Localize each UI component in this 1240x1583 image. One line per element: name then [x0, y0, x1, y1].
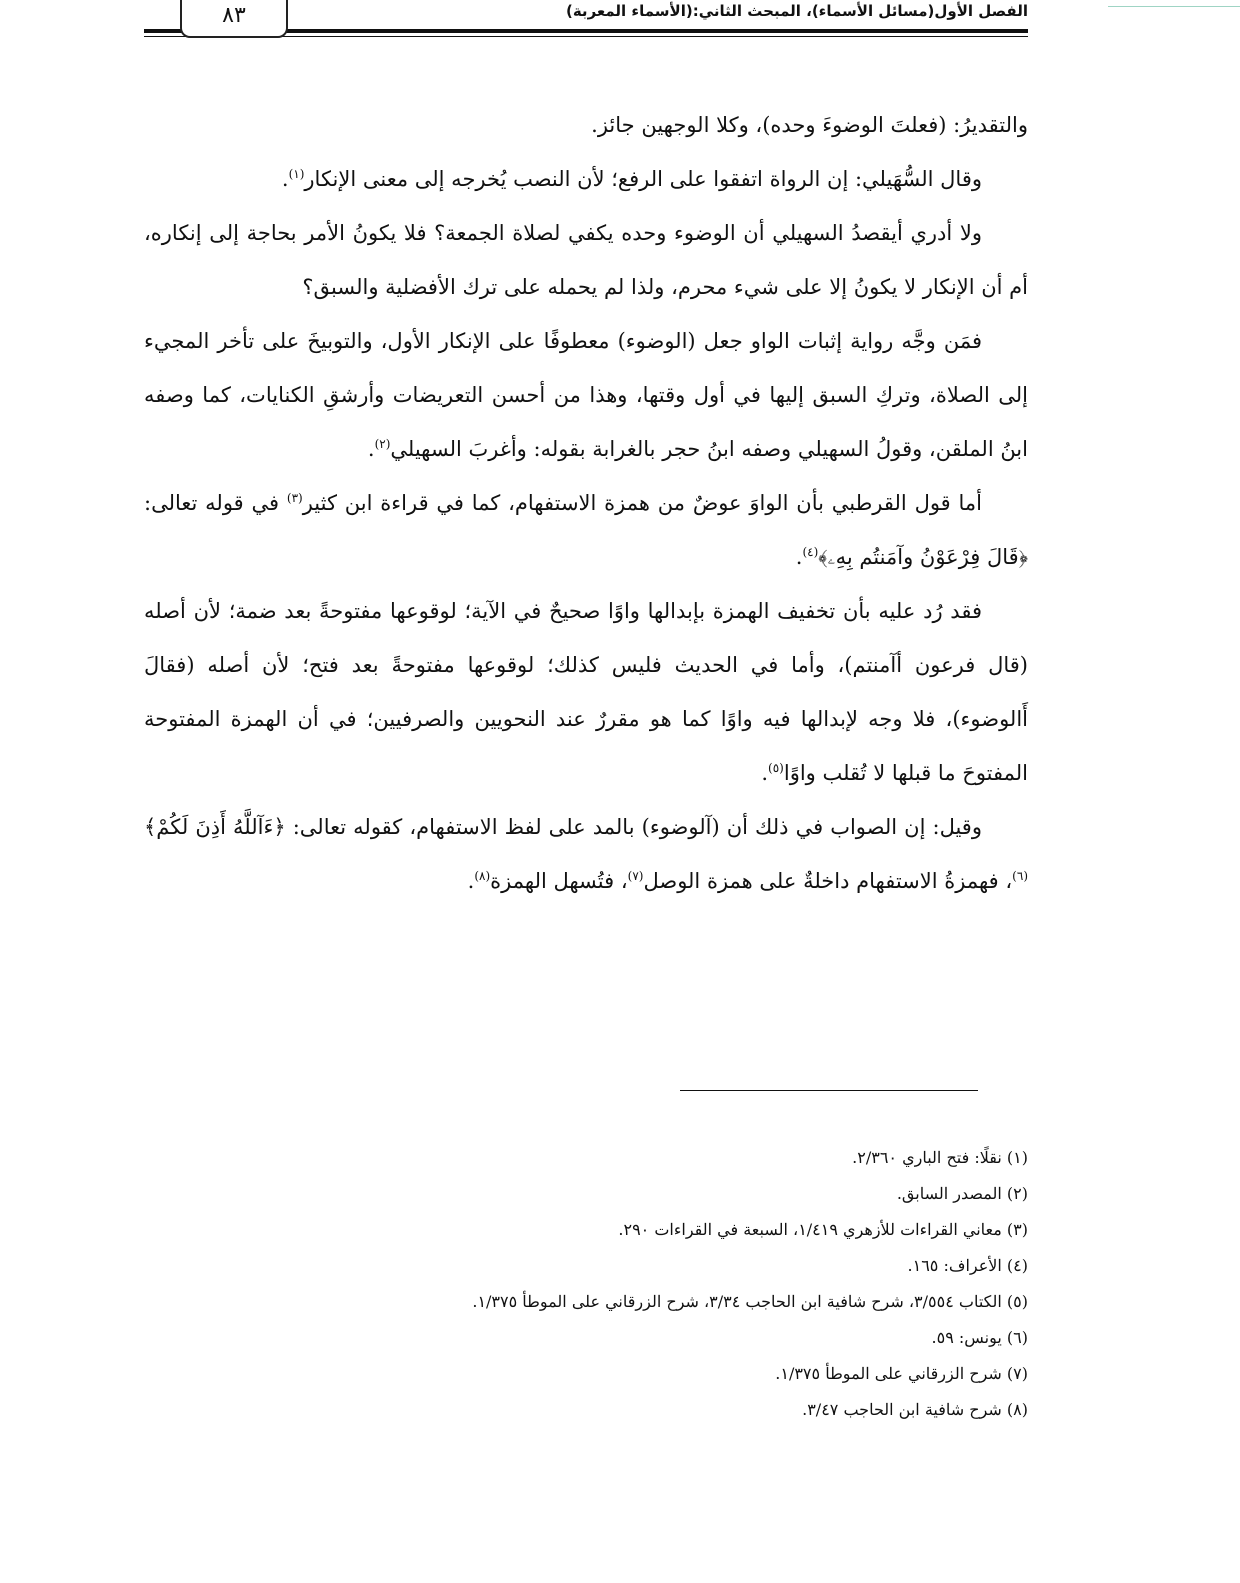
main-text	[144, 98, 1028, 908]
footnote-ref[interactable]: (٥)	[768, 761, 784, 775]
footnote-separator	[680, 1090, 978, 1091]
quran-verse: ﴿قَالَ فِرْعَوْنُ وآمَنتُم بِهِۦ﴾	[818, 545, 1028, 569]
footnote-ref[interactable]: (٧)	[627, 869, 644, 883]
corner-mark	[1108, 0, 1240, 7]
paragraph-2: وقال السُّهَيلي: إن الرواة اتفقوا على الرفع؛ لأن النصب يُخرجه إلى معنى الإنكار$^{(١)}$.	[281, 167, 982, 191]
paragraph-6: فقد رُد عليه بأن تخفيف الهمزة بإبدالها واوًا صحيحٌ في الآية؛ لوقوعها مفتوحةً بعد ضمة؛ لأن أصله (قال فرعون أآمنتم)، وأما في الحديث فليس كذلك؛ لوقوعها مفتوحةً بعد فتح؛ لأن أصله (فقالَ أَالوضوء)، فلا وجه لإبدالها فيه واوًا كما هو مقررٌ عند النحويين والصرفيين؛ في أن الهمزة المفتوحة المفتوحَ ما قبلها لا تُقلب واوًا$^{(٥)}$.	[144, 599, 1028, 785]
footnote-4: (٤) الأعراف: ١٦٥.	[907, 1256, 1028, 1275]
footnote-ref[interactable]: (٦)	[1012, 869, 1028, 883]
quran-verse: ﴿ءَآللَّهُ أَذِنَ لَكُمْ﴾	[144, 815, 286, 839]
header-title	[566, 2, 1028, 20]
page-number: ٨٣	[180, 0, 288, 38]
footnote-ref[interactable]: (٢)	[374, 437, 391, 451]
paragraph-7: وقيل: إن الصواب في ذلك أن (آلوضوء) بالمد على لفظ الاستفهام، كقوله تعالى: ﴿ءَآللَّهُ أَذِنَ لَكُمْ﴾$^{(٦)}$، فهمزةُ الاستفهام داخلةٌ على همزة الوصل$^{(٧)}$، فتُسهل الهمزة$^{(٨)}$.	[144, 815, 1028, 893]
paragraph-3: ولا أدري أيقصدُ السهيلي أن الوضوء وحده يكفي لصلاة الجمعة؟ فلا يكونُ الأمر بحاجة إلى إنكاره، أم أن الإنكار لا يكونُ إلا على شيء محرم، ولذا لم يحمله على ترك الأفضلية والسبق؟	[144, 221, 1028, 299]
footnotes	[144, 1140, 1028, 1428]
paragraph-5: أما قول القرطبي بأن الواوَ عوضٌ من همزة الاستفهام، كما في قراءة ابن كثير$^{(٣)}$ في قوله تعالى:﴿قَالَ فِرْعَوْنُ وآمَنتُم بِهِۦ﴾$^{(٤)}$.	[144, 491, 1028, 569]
footnote-ref[interactable]: (٨)	[474, 869, 491, 883]
paragraph-4: فمَن وجَّه رواية إثبات الواو جعل (الوضوء) معطوفًا على الإنكار الأول، والتوبيخَ على تأخر المجيء إلى الصلاة، وتركِ السبق إليها في أول وقتها، وهذا من أحسن التعريضات وأرشقِ الكنايات، كما وصفه ابنُ الملقن، وقولُ السهيلي وصفه ابنُ حجر بالغرابة بقوله: وأغربَ السهيلي$^{(٢)}$.	[144, 329, 1028, 461]
footnote-ref[interactable]: (٣)	[286, 491, 303, 505]
footnote-3: (٣) معاني القراءات للأزهري ١/٤١٩، السبعة في القراءات ٢٩٠.	[618, 1220, 1028, 1239]
running-header	[144, 0, 1028, 44]
footnote-8: (٨) شرح شافية ابن الحاجب ٣/٤٧.	[802, 1400, 1028, 1419]
footnote-7: (٧) شرح الزرقاني على الموطأ ١/٣٧٥.	[775, 1364, 1028, 1383]
header-section: (مسائل الأسماء)، المبحث الثاني:(الأسماء المعربة)	[565, 2, 935, 20]
footnote-ref[interactable]: (٤)	[802, 545, 819, 559]
footnote-ref[interactable]: (١)	[288, 167, 305, 181]
paragraph-1: والتقديرُ: (فعلتَ الوضوءَ وحده)، وكلا الوجهين جائز.	[591, 113, 1028, 137]
footnote-6: (٦) يونس: ٥٩.	[931, 1328, 1028, 1347]
footnote-5: (٥) الكتاب ٣/٥٥٤، شرح شافية ابن الحاجب ٣/٣٤، شرح الزرقاني على الموطأ ١/٣٧٥.	[472, 1292, 1028, 1311]
footnote-2: (٢) المصدر السابق.	[896, 1184, 1028, 1203]
footnote-1: (١) نقلًا: فتح الباري ٢/٣٦٠.	[852, 1148, 1028, 1167]
header-chapter: الفصل الأول	[934, 2, 1028, 20]
